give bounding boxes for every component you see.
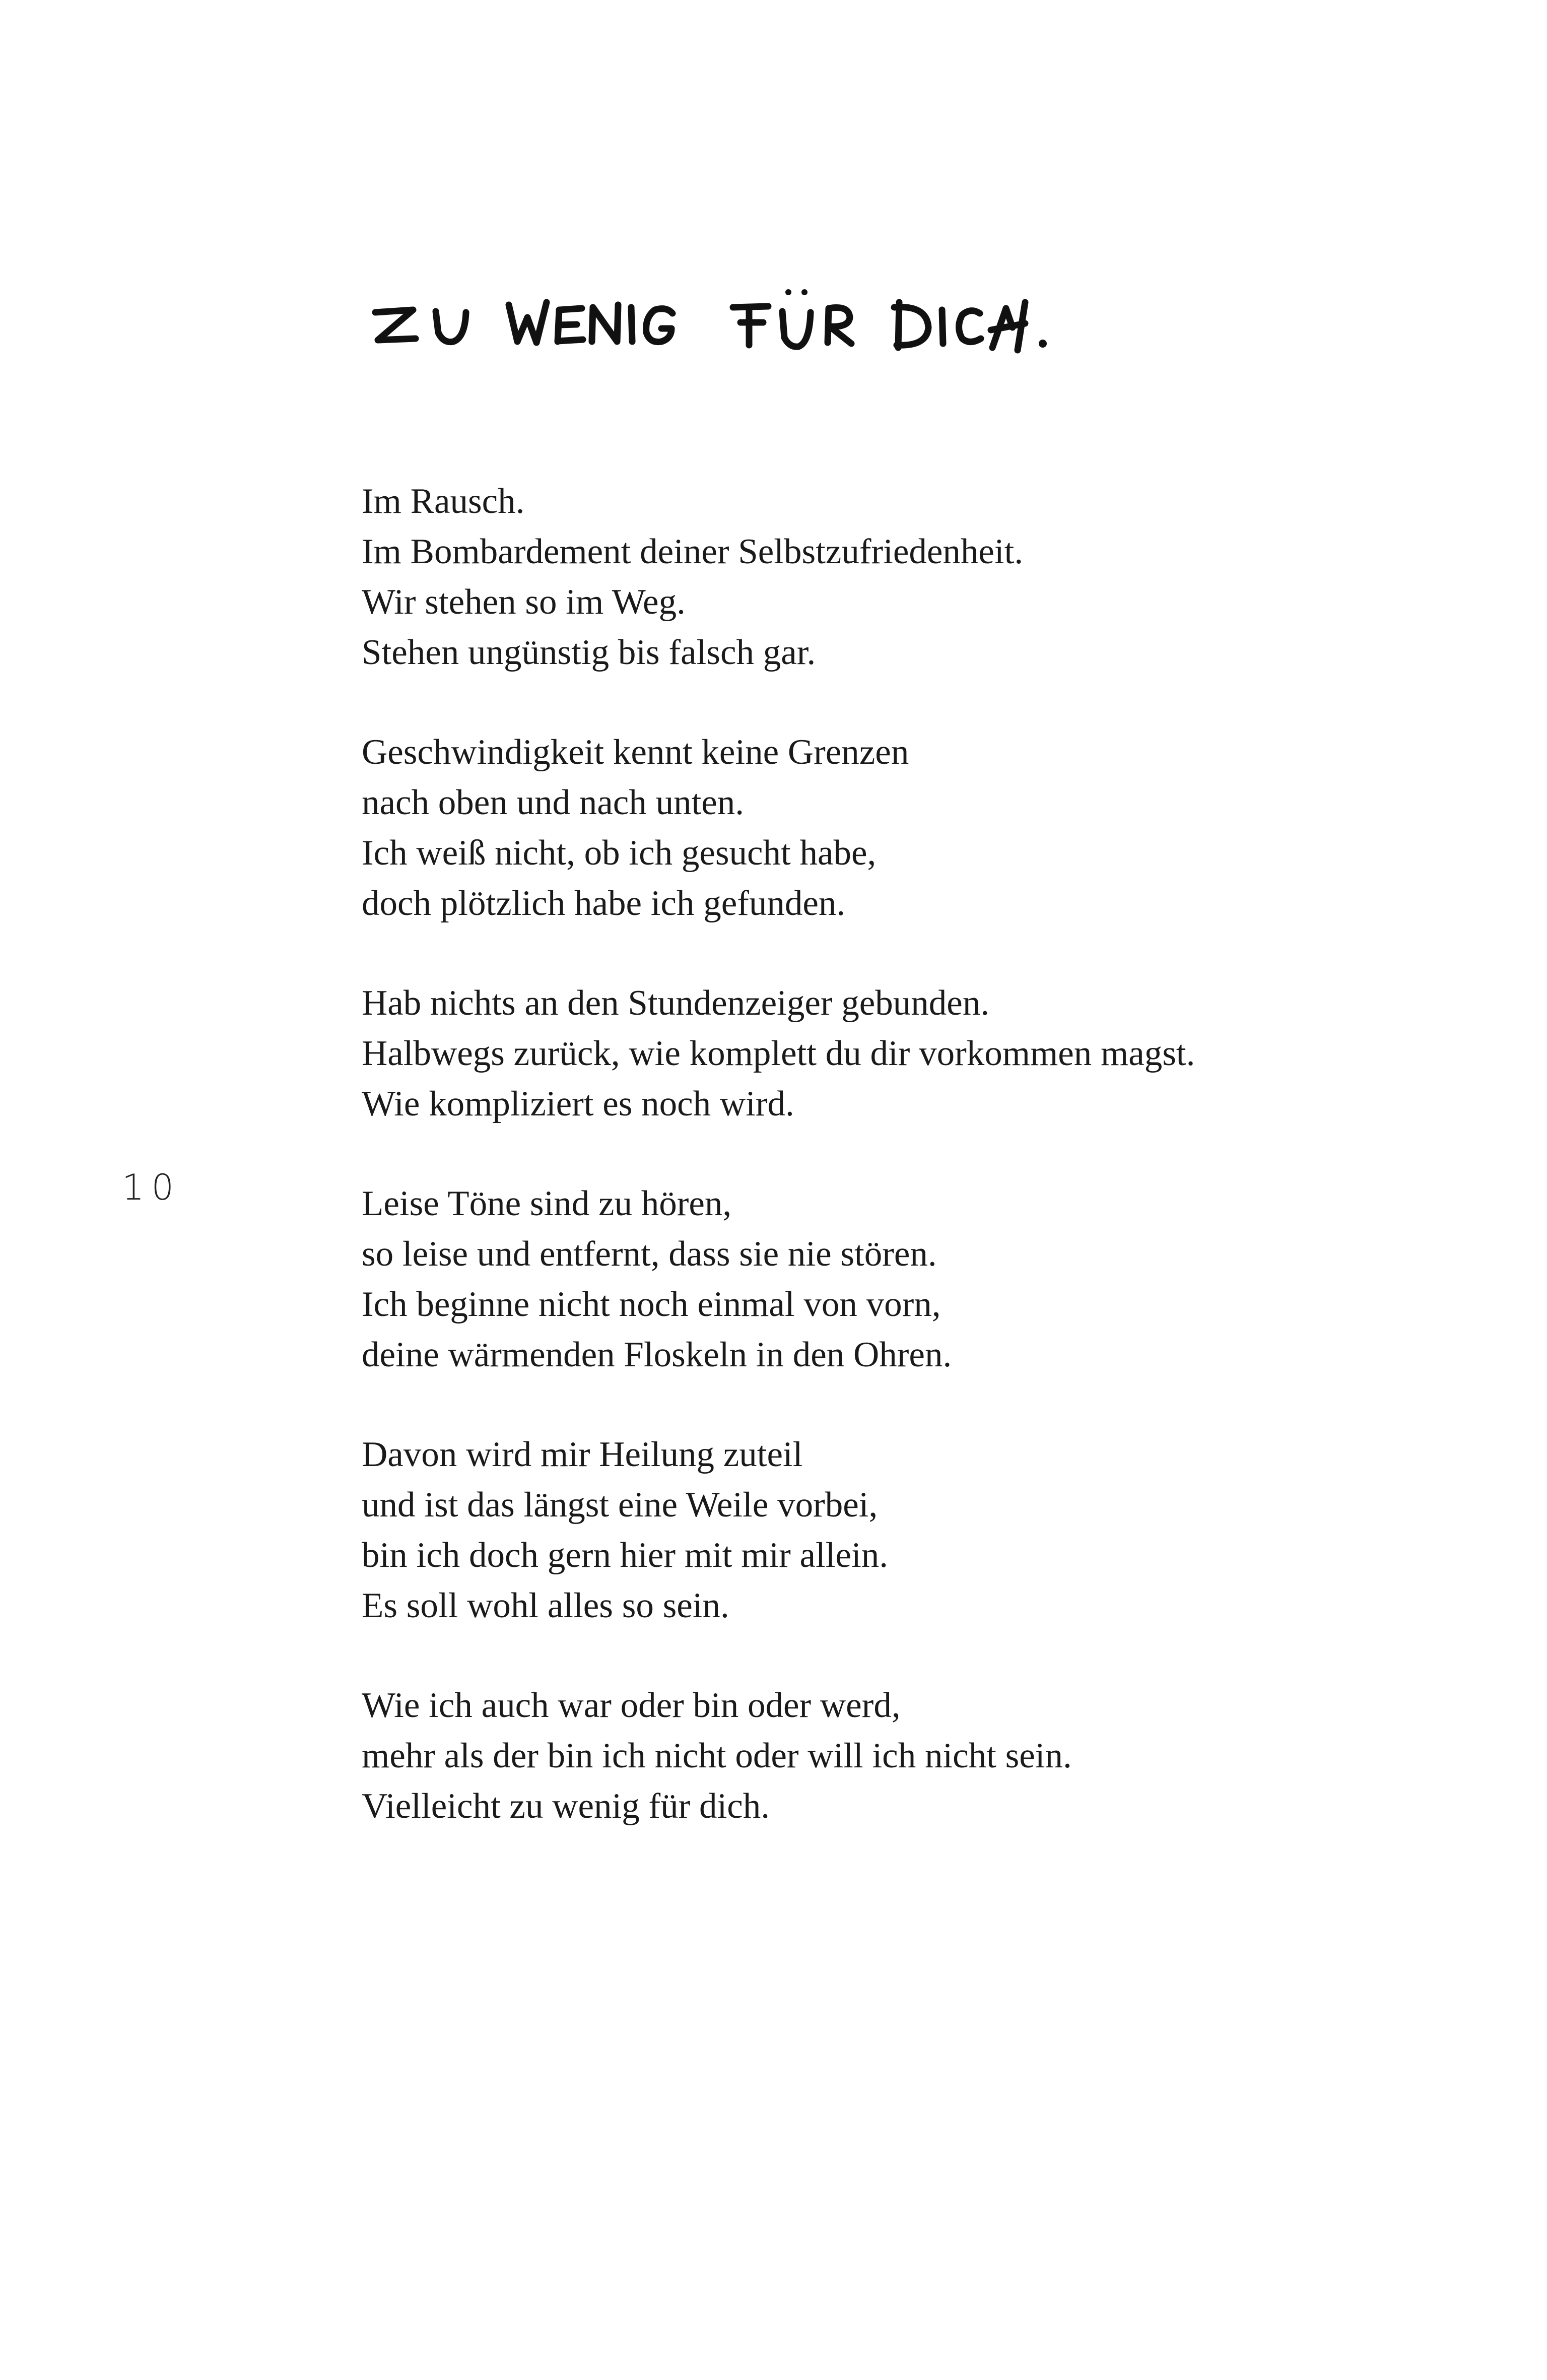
poem-line: Im Bombardement deiner Selbstzufriedenheit. — [362, 532, 1024, 571]
poem-line: und ist das längst eine Weile vorbei, — [362, 1485, 878, 1525]
stanza — [362, 978, 1420, 1129]
poem-line: bin ich doch gern hier mit mir allein. — [362, 1536, 888, 1575]
poem-line: Wir stehen so im Weg. — [362, 582, 686, 622]
stanza — [362, 1429, 1420, 1631]
stanza — [362, 1178, 1420, 1380]
poem-line: deine wärmenden Floskeln in den Ohren. — [362, 1335, 952, 1374]
poem-line: Geschwindigkeit kennt keine Grenzen — [362, 733, 909, 772]
poem-body — [362, 476, 1420, 1881]
stanza — [362, 1680, 1420, 1831]
poem-line: Ich weiß nicht, ob ich gesucht habe, — [362, 833, 877, 873]
page-number: 10 — [122, 1167, 181, 1208]
poem-line: Im Rausch. — [362, 482, 525, 521]
poem-line: Wie ich auch war oder bin oder werd, — [362, 1686, 901, 1725]
poem-line: Es soll wohl alles so sein. — [362, 1586, 729, 1625]
handwritten-title — [370, 282, 1075, 383]
poem-line: Wie kompliziert es noch wird. — [362, 1084, 794, 1123]
poem-line: Stehen ungünstig bis falsch gar. — [362, 633, 816, 672]
poem-line: Hab nichts an den Stundenzeiger gebunden. — [362, 983, 990, 1023]
poem-line: nach oben und nach unten. — [362, 783, 745, 822]
poem-line: Ich beginne nicht noch einmal von vorn, — [362, 1285, 941, 1324]
stanza — [362, 727, 1420, 929]
poem-line: Leise Töne sind zu hören, — [362, 1184, 732, 1223]
stanza — [362, 476, 1420, 678]
poem-line: doch plötzlich habe ich gefunden. — [362, 884, 846, 923]
poem-line: so leise und entfernt, dass sie nie stören. — [362, 1234, 937, 1274]
poem-line: Halbwegs zurück, wie komplett du dir vorkommen magst. — [362, 1034, 1195, 1073]
poem-line: mehr als der bin ich nicht oder will ich nicht sein. — [362, 1736, 1072, 1775]
poem-line: Vielleicht zu wenig für dich. — [362, 1787, 770, 1826]
poem-line: Davon wird mir Heilung zuteil — [362, 1435, 803, 1474]
